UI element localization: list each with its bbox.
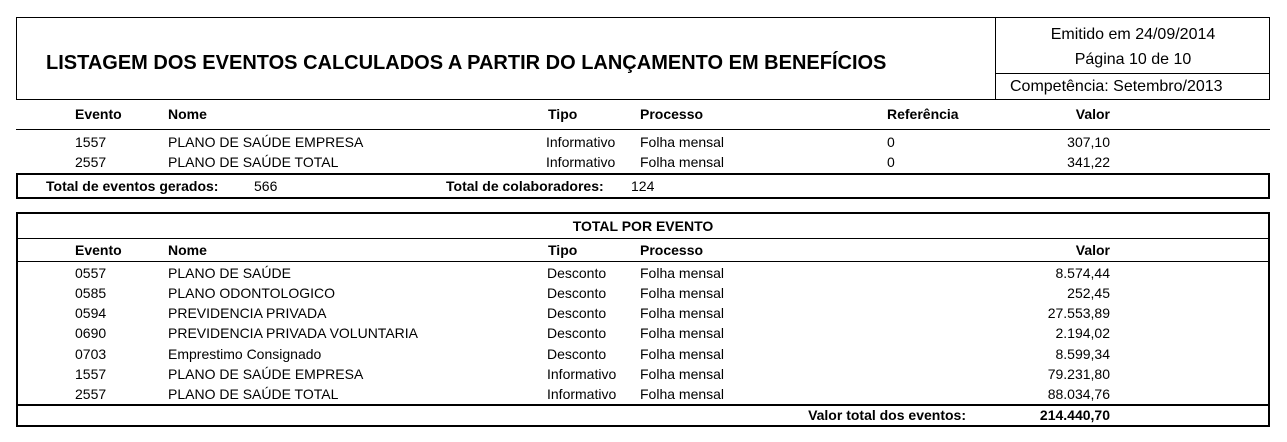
event-type: Informativo (546, 134, 616, 150)
event-type: Informativo (547, 386, 617, 402)
event-name: Emprestimo Consignado (168, 346, 322, 362)
section-title: TOTAL POR EVENTO (572, 218, 714, 234)
section-title-rule (16, 238, 1270, 239)
events-header-rule (16, 129, 1270, 130)
event-process: Folha mensal (640, 265, 725, 281)
report-title: LISTAGEM DOS EVENTOS CALCULADOS A PARTIR DO LANÇAMENTO EM BENEFÍCIOS (46, 52, 887, 74)
col-header-type: Tipo (548, 106, 578, 122)
grand-total-rule (16, 404, 1270, 406)
event-code: 0703 (75, 346, 107, 362)
event-process: Folha mensal (640, 305, 725, 321)
col-header-name: Nome (168, 106, 207, 122)
event-reference: 0 (887, 154, 895, 170)
event-value: 8.599,34 (1055, 346, 1110, 362)
event-name: PLANO DE SAÚDE EMPRESA (168, 134, 364, 150)
competence: Competência: Setembro/2013 (1010, 78, 1223, 95)
event-process: Folha mensal (640, 346, 725, 362)
event-name: PLANO DE SAÚDE EMPRESA (168, 366, 364, 382)
event-type: Desconto (547, 285, 607, 301)
col-header-value: Valor (1075, 106, 1110, 122)
page-number: Página 10 de 10 (1074, 51, 1192, 68)
event-process: Folha mensal (640, 386, 725, 402)
event-value: 8.574,44 (1055, 265, 1110, 281)
event-name: PREVIDENCIA PRIVADA VOLUNTARIA (168, 325, 418, 341)
event-code: 0585 (75, 285, 107, 301)
col-header-type: Tipo (548, 242, 578, 258)
event-name: PLANO DE SAÚDE (168, 265, 291, 281)
event-process: Folha mensal (640, 154, 725, 170)
event-value: 79.231,80 (1047, 366, 1110, 382)
event-process: Folha mensal (640, 325, 725, 341)
grand-total-label: Valor total dos eventos: (808, 407, 966, 423)
event-code: 0594 (75, 305, 107, 321)
event-value: 307,10 (1067, 134, 1110, 150)
event-name: PREVIDENCIA PRIVADA (168, 305, 327, 321)
issued-date: Emitido em 24/09/2014 (1050, 26, 1216, 43)
event-code: 1557 (75, 134, 107, 150)
event-type: Desconto (547, 325, 607, 341)
event-process: Folha mensal (640, 134, 725, 150)
event-code: 1557 (75, 366, 107, 382)
event-value: 27.553,89 (1047, 305, 1110, 321)
event-type: Desconto (547, 305, 607, 321)
event-process: Folha mensal (640, 285, 725, 301)
event-value: 2.194,02 (1055, 325, 1110, 341)
total-events-label: Total de eventos gerados: (46, 178, 219, 194)
total-collaborators-value: 124 (631, 178, 655, 194)
event-code: 2557 (75, 154, 107, 170)
event-type: Informativo (546, 154, 616, 170)
col-header-process: Processo (640, 106, 704, 122)
grand-total-value: 214.440,70 (1039, 407, 1110, 423)
col-header-value: Valor (1075, 242, 1110, 258)
event-reference: 0 (887, 134, 895, 150)
event-name: PLANO ODONTOLOGICO (168, 285, 335, 301)
col-header-process: Processo (640, 242, 704, 258)
totals-header-rule (16, 261, 1270, 262)
event-code: 2557 (75, 386, 107, 402)
event-process: Folha mensal (640, 366, 725, 382)
event-type: Informativo (547, 366, 617, 382)
event-type: Desconto (547, 265, 607, 281)
total-collaborators-label: Total de colaboradores: (446, 178, 604, 194)
event-value: 341,22 (1067, 154, 1110, 170)
total-events-value: 566 (254, 178, 278, 194)
col-header-reference: Referência (887, 106, 959, 122)
event-value: 88.034,76 (1047, 386, 1110, 402)
col-header-name: Nome (168, 242, 207, 258)
col-header-event: Evento (75, 242, 122, 258)
event-code: 0557 (75, 265, 107, 281)
event-type: Desconto (547, 346, 607, 362)
event-name: PLANO DE SAÚDE TOTAL (168, 154, 339, 170)
event-code: 0690 (75, 325, 107, 341)
event-value: 252,45 (1067, 285, 1110, 301)
header-info-divider (995, 73, 1270, 74)
event-name: PLANO DE SAÚDE TOTAL (168, 386, 339, 402)
col-header-event: Evento (75, 106, 122, 122)
